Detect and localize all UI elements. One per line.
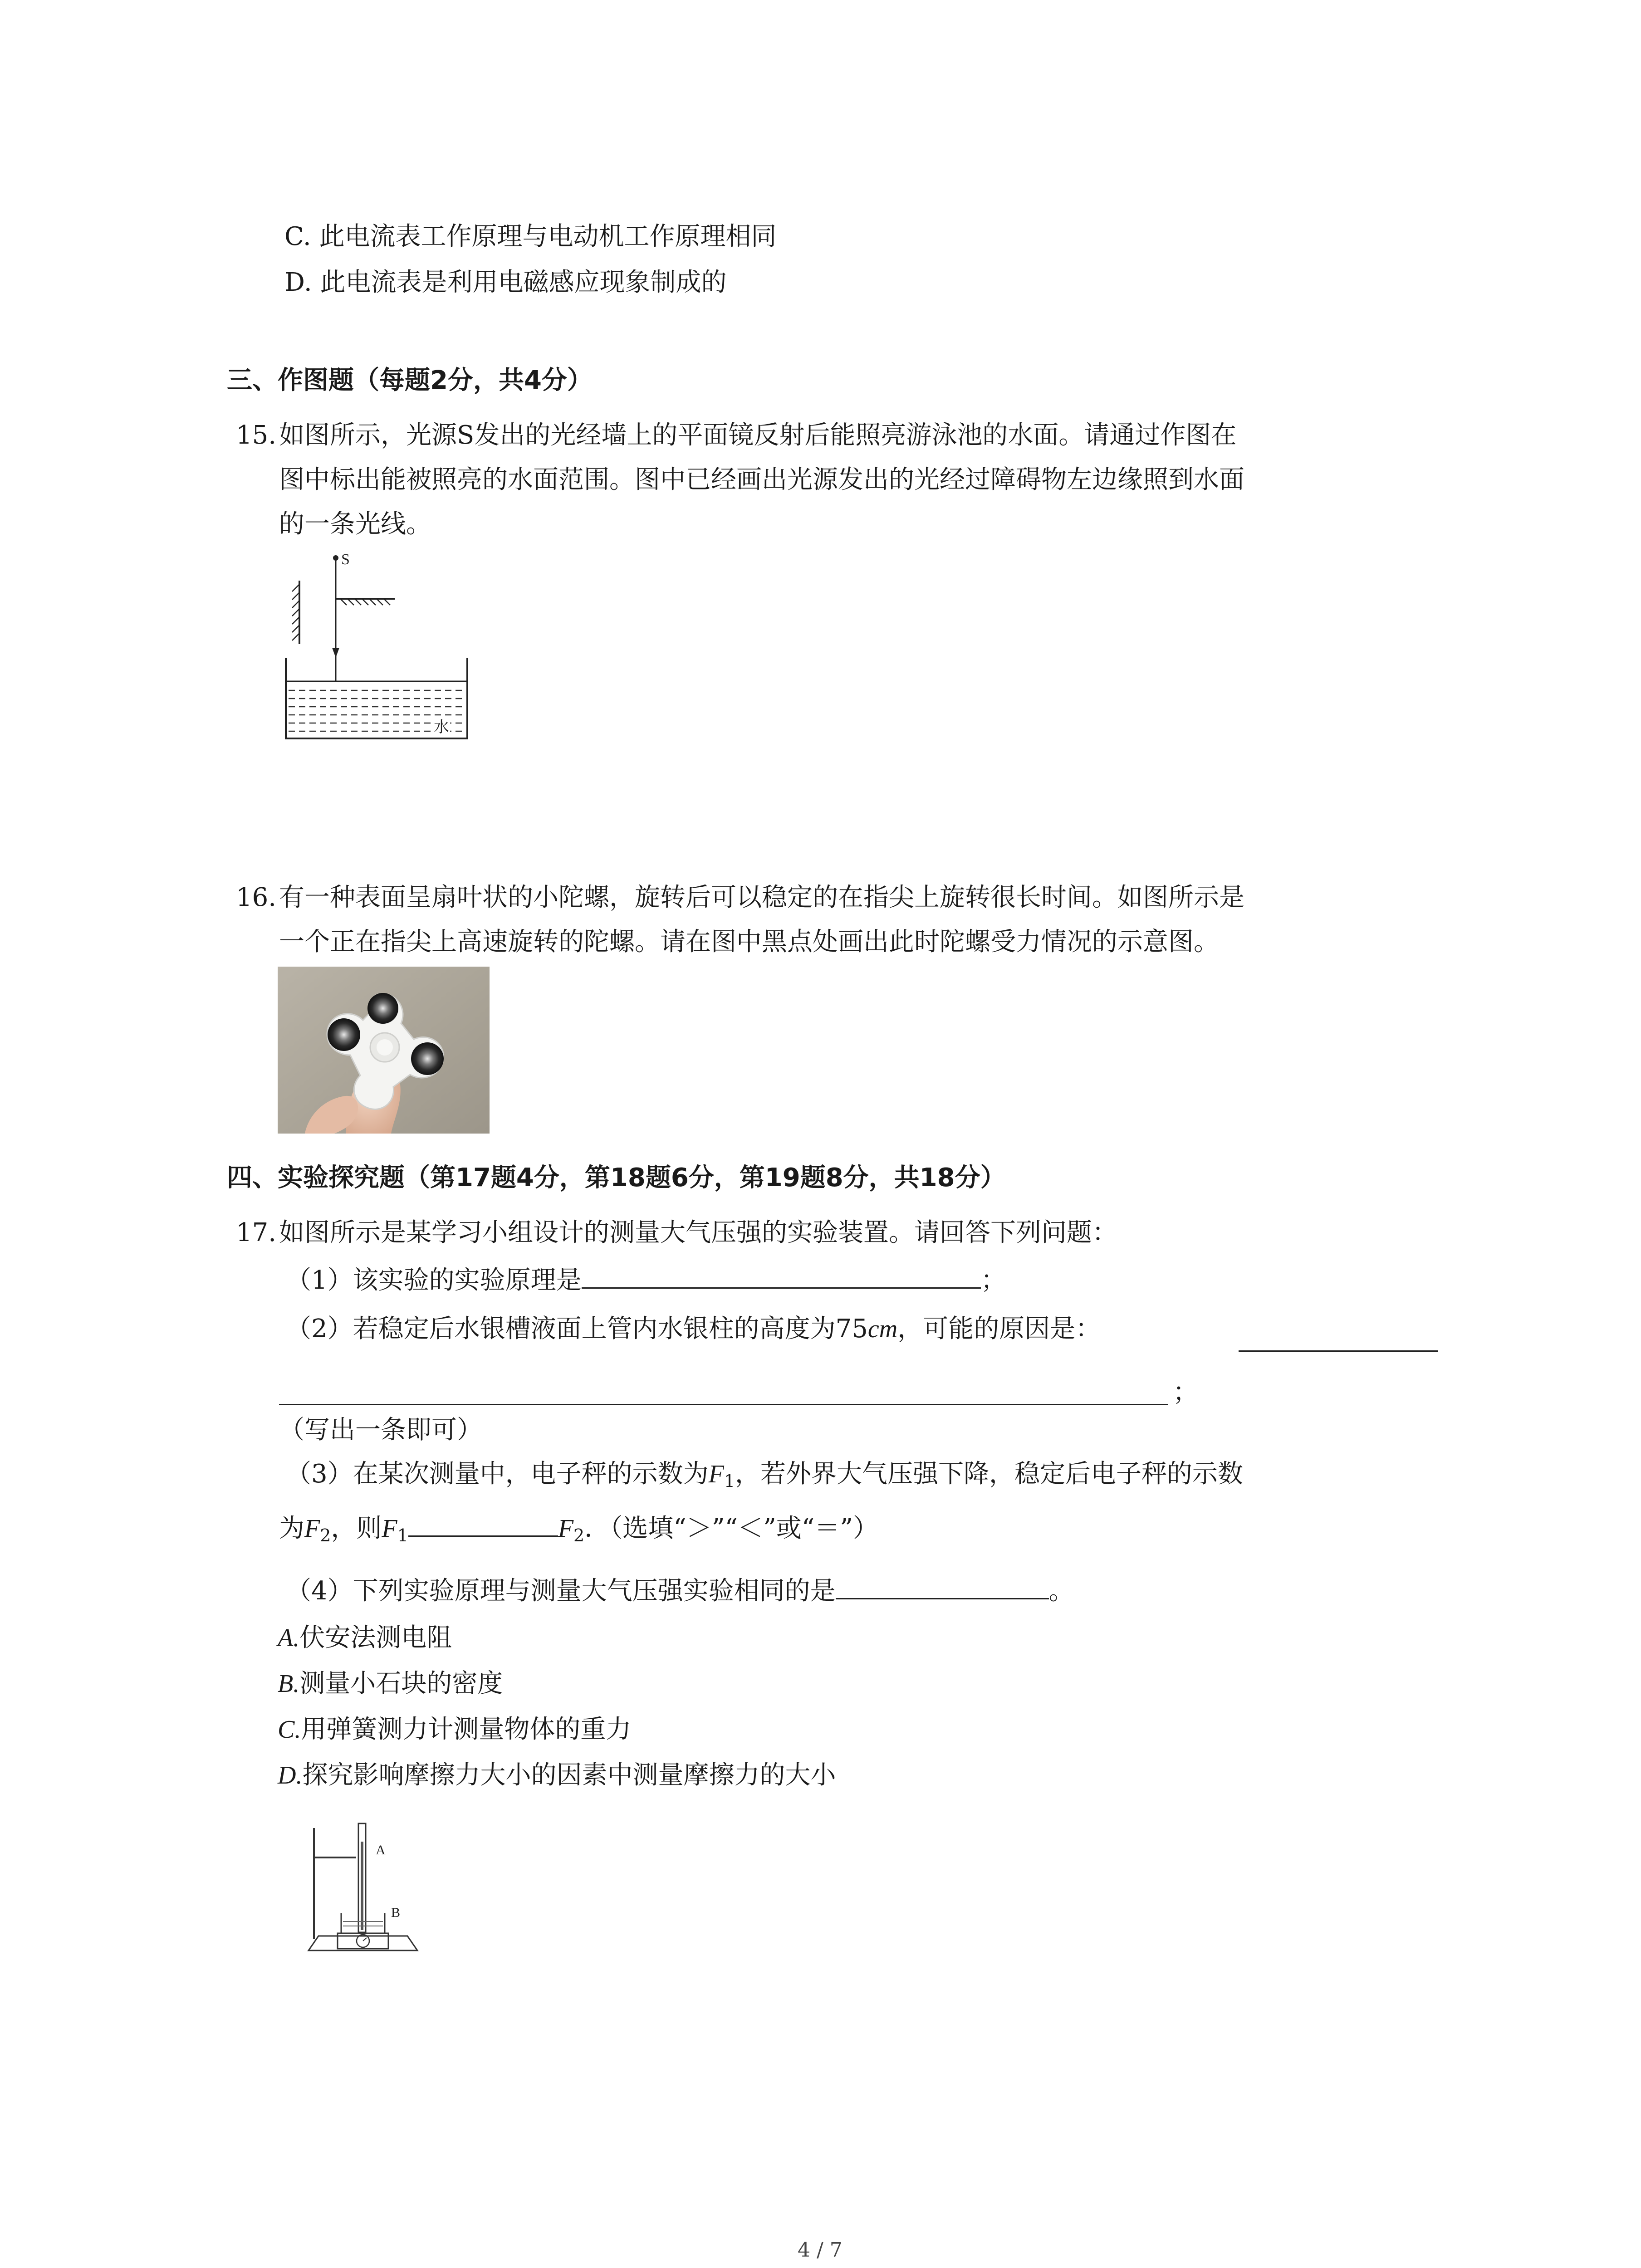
- q14-option-c: C. 此电流表工作原理与电动机工作原理相同: [284, 222, 777, 251]
- section3-heading: 三、作图题（每题2分，共4分）: [227, 366, 593, 395]
- option-a-letter: A.: [278, 1624, 300, 1652]
- q17-number: 17.: [236, 1218, 277, 1247]
- answer-blank-2b[interactable]: [279, 1403, 1168, 1405]
- f-subscript-2: 2: [320, 1525, 331, 1545]
- q17-part3-text-d: ，则: [331, 1514, 382, 1543]
- option-b-text: 测量小石块的密度: [299, 1669, 503, 1698]
- q15-number: 15.: [236, 420, 277, 450]
- f-symbol: F: [382, 1515, 397, 1543]
- q17-part3-line1: [286, 1461, 1243, 1490]
- f-subscript-1: 1: [397, 1525, 408, 1545]
- answer-blank-4[interactable]: [836, 1598, 1049, 1599]
- f-symbol: F: [304, 1515, 320, 1543]
- f-subscript-1: 1: [724, 1471, 735, 1491]
- fidget-spinner-photo: [278, 967, 490, 1134]
- q16-line2: 一个正在指尖上高速旋转的陀螺。请在图中黑点处画出此时陀螺受力情况的示意图。: [279, 927, 1219, 957]
- q17-option-b: [278, 1671, 503, 1696]
- q16-line1: 有一种表面呈扇叶状的小陀螺，旋转后可以稳定的在指尖上旋转很长时间。如图所示是: [279, 883, 1244, 912]
- q17-part2-note: （写出一条即可）: [279, 1415, 482, 1445]
- ray-arrow: [332, 648, 339, 658]
- option-a-text: 伏安法测电阻: [299, 1623, 452, 1652]
- bearing-right: [411, 1042, 444, 1075]
- q17-part2-unit: cm: [867, 1315, 898, 1343]
- q15-line1: 如图所示，光源S发出的光经墙上的平面镜反射后能照亮游泳池的水面。请通过作图在: [279, 420, 1237, 450]
- q16-number: 16.: [236, 883, 277, 912]
- option-d-letter: D.: [278, 1761, 303, 1789]
- q17-stem: 如图所示是某学习小组设计的测量大气压强的实验装置。请回答下列问题：: [279, 1218, 1117, 1247]
- q15-line2: 图中标出能被照亮的水面范围。图中已经画出光源发出的光经过障碍物左边缘照到水面: [279, 465, 1244, 494]
- option-d-text: 探究影响摩擦力大小的因素中测量摩擦力的大小: [302, 1760, 836, 1790]
- obstacle-hatching: [340, 599, 390, 605]
- label-water: 水: [434, 718, 449, 736]
- bearing-top: [367, 993, 398, 1024]
- q17-part3-text-c: 为: [279, 1514, 304, 1543]
- q17-part3-line2: [279, 1516, 878, 1544]
- answer-blank-2a[interactable]: [1239, 1350, 1438, 1352]
- q17-part2-tail: ，可能的原因是：: [897, 1314, 1101, 1344]
- q17-option-d: [278, 1760, 836, 1790]
- q17-part3-text-a: （3）在某次测量中，电子秤的示数为: [286, 1459, 709, 1489]
- q17-option-c: [278, 1717, 631, 1742]
- label-a: A: [376, 1843, 386, 1857]
- f-subscript-2: 2: [573, 1525, 585, 1545]
- q14-option-d: D. 此电流表是利用电磁感应现象制成的: [284, 268, 727, 297]
- section4-heading: 四、实验探究题（第17题4分，第18题6分，第19题8分，共18分）: [227, 1163, 1006, 1193]
- q17-part1: [286, 1268, 1006, 1293]
- q17-part3-text-b: ，若外界大气压强下降，稳定后电子秤的示数: [735, 1459, 1244, 1489]
- q17-part2-end: ；: [1173, 1378, 1198, 1407]
- q17-part1-end: ；: [980, 1266, 1006, 1295]
- q17-part2: [286, 1316, 1101, 1342]
- option-b-letter: B.: [278, 1670, 300, 1698]
- q17-option-a: [278, 1625, 452, 1651]
- answer-blank-3[interactable]: [408, 1535, 558, 1537]
- q17-part4-end: 。: [1048, 1576, 1074, 1606]
- q17-part3-text-e: ．（选填“＞”“＜”或“＝”）: [584, 1514, 878, 1543]
- q17-part1-text: （1）该实验的实验原理是: [286, 1266, 582, 1295]
- f-symbol: F: [708, 1460, 724, 1488]
- answer-blank-1[interactable]: [582, 1287, 981, 1289]
- label-b: B: [391, 1905, 401, 1920]
- q15-pool-figure: [272, 549, 481, 748]
- bearing-left: [328, 1018, 360, 1051]
- q15-line3: 的一条光线。: [279, 509, 431, 539]
- q17-part4: [286, 1576, 1074, 1606]
- q17-part4-text: （4）下列实验原理与测量大气压强实验相同的是: [286, 1576, 836, 1606]
- f-symbol: F: [558, 1515, 574, 1543]
- q17-part2-text: （2）若稳定后水银槽液面上管内水银柱的高度为75: [286, 1314, 868, 1344]
- label-s: S: [341, 551, 350, 568]
- option-c-letter: C.: [278, 1716, 301, 1744]
- option-c-text: 用弹簧测力计测量物体的重力: [301, 1715, 632, 1744]
- page-number: 4 / 7: [798, 2239, 843, 2262]
- q17-apparatus-figure: [290, 1814, 426, 1955]
- wall-hatching: [292, 584, 299, 640]
